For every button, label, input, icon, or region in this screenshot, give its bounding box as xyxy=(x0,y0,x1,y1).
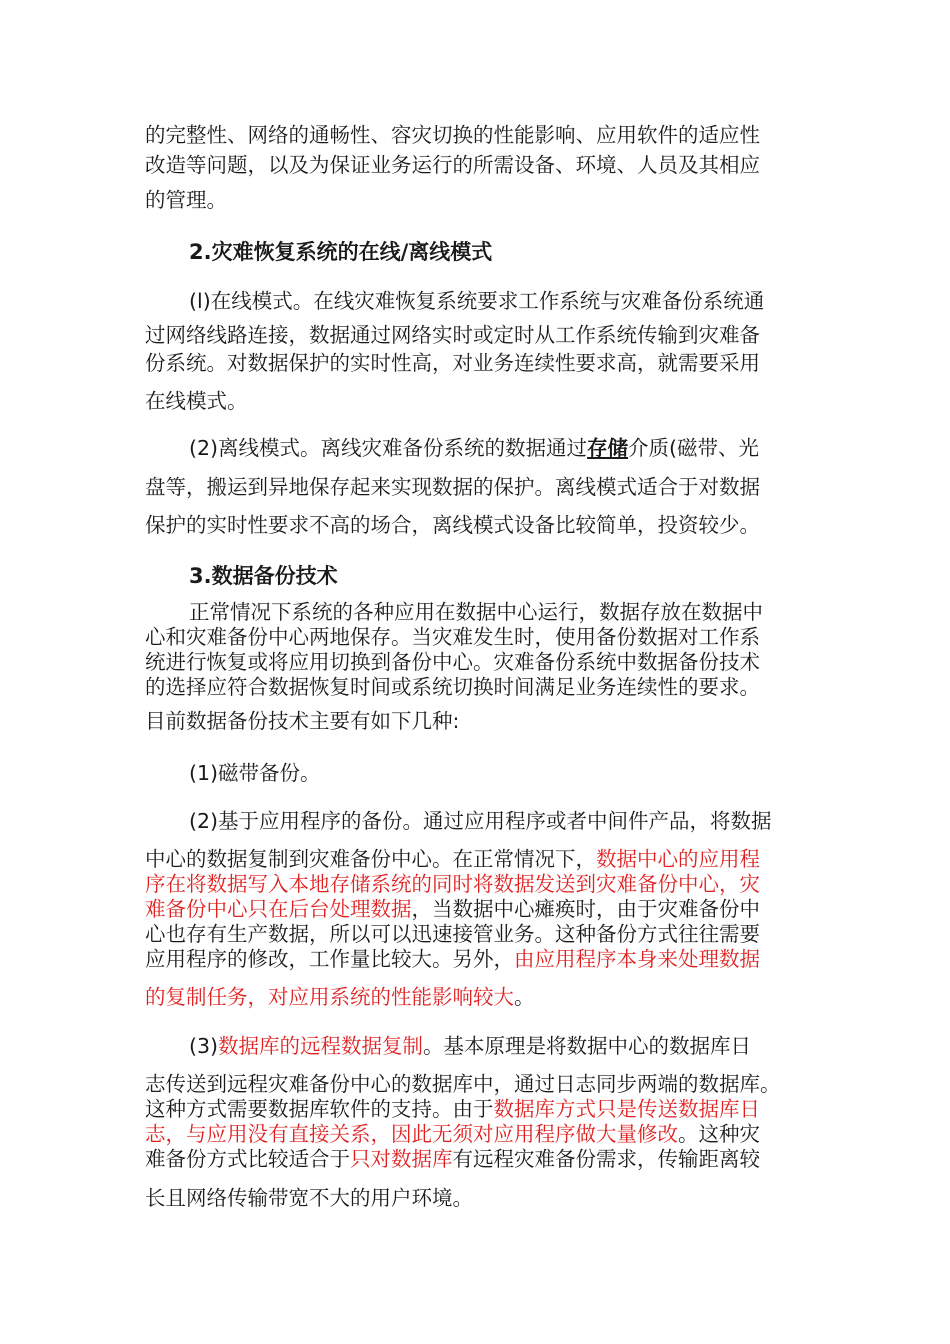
text-line xyxy=(145,512,760,538)
text-segment: 的完整性、网络的通畅性、容灾切换的性能影响、应用软件的适应性 xyxy=(145,123,760,147)
highlighted-text: 志，与应用没有直接关系，因此无须对应用程序做大量修改 xyxy=(145,1122,678,1146)
text-line xyxy=(145,846,760,872)
text-line xyxy=(145,1071,781,1097)
underlined-term: 存储 xyxy=(587,436,629,460)
text-line xyxy=(145,674,760,700)
text-line xyxy=(145,984,535,1010)
text-line xyxy=(145,871,760,897)
text-segment: 志传送到远程灾难备份中心的数据库中，通过日志同步两端的数据库。 xyxy=(145,1072,781,1096)
highlighted-text: 只对数据库 xyxy=(350,1147,453,1171)
text-segment: 的管理。 xyxy=(145,188,227,212)
text-line xyxy=(145,921,760,947)
text-line xyxy=(189,1033,751,1059)
text-segment: 3.数据备份技术 xyxy=(189,564,338,588)
highlighted-text: 数据库方式只是传送数据库日 xyxy=(493,1097,760,1121)
section-heading xyxy=(189,239,492,265)
text-segment: (2)基于应用程序的备份。通过应用程序或者中间件产品，将数据 xyxy=(189,809,772,833)
text-line xyxy=(145,474,760,500)
text-segment: 的选择应符合数据恢复时间或系统切换时间满足业务连续性的要求。 xyxy=(145,675,760,699)
text-segment: 中心的数据复制到灾难备份中心。在正常情况下， xyxy=(145,847,596,871)
text-line xyxy=(145,1096,760,1122)
text-segment: 心也存有生产数据，所以可以迅速接管业务。这种备份方式往往需要 xyxy=(145,922,760,946)
highlighted-text: 序在将数据写入本地存储系统的同时将数据发送到灾难备份中心，灾 xyxy=(145,872,760,896)
text-line xyxy=(145,708,459,734)
text-line xyxy=(145,1146,760,1172)
text-segment: (1)磁带备份。 xyxy=(189,761,321,785)
text-line xyxy=(189,808,772,834)
text-line xyxy=(145,122,760,148)
text-segment: 。基本原理是将数据中心的数据库日 xyxy=(423,1034,752,1058)
text-segment: (l)在线模式。在线灾难恢复系统要求工作系统与灾难备份系统通 xyxy=(189,289,765,313)
highlighted-text: 难备份中心只在后台处理数据 xyxy=(145,897,412,921)
text-line xyxy=(145,322,760,348)
text-segment: 应用程序的修改，工作量比较大。另外， xyxy=(145,947,514,971)
text-line xyxy=(145,1185,473,1211)
text-segment: 保护的实时性要求不高的场合，离线模式设备比较简单，投资较少。 xyxy=(145,513,760,537)
text-segment: (2)离线模式。离线灾难备份系统的数据通过 xyxy=(189,436,588,460)
text-line xyxy=(145,187,227,213)
text-segment: 介质(磁带、光 xyxy=(628,436,760,460)
highlighted-text: 数据库的远程数据复制 xyxy=(218,1034,424,1058)
highlighted-text: 数据中心的应用程 xyxy=(596,847,760,871)
text-segment: 心和灾难备份中心两地保存。当灾难发生时，使用备份数据对工作系 xyxy=(145,625,760,649)
text-segment: 长且网络传输带宽不大的用户环境。 xyxy=(145,1186,473,1210)
text-segment: 2.灾难恢复系统的在线/离线模式 xyxy=(189,240,493,264)
text-line xyxy=(145,649,760,675)
highlighted-text: 由应用程序本身来处理数据 xyxy=(514,947,760,971)
text-segment: 正常情况下系统的各种应用在数据中心运行，数据存放在数据中 xyxy=(189,600,763,624)
text-segment: 这种方式需要数据库软件的支持。由于 xyxy=(145,1097,494,1121)
text-line xyxy=(189,599,763,625)
text-segment: 有远程灾难备份需求，传输距离较 xyxy=(452,1147,760,1171)
text-line xyxy=(145,946,760,972)
section-heading xyxy=(189,563,338,589)
text-segment: 改造等问题，以及为保证业务运行的所需设备、环境、人员及其相应 xyxy=(145,153,760,177)
text-line xyxy=(145,350,760,376)
text-segment: ，当数据中心瘫痪时，由于灾难备份中 xyxy=(411,897,760,921)
text-line xyxy=(189,288,764,314)
text-segment: 在线模式。 xyxy=(145,389,248,413)
text-segment: 。 xyxy=(514,985,535,1009)
text-segment: 盘等，搬运到异地保存起来实现数据的保护。离线模式适合于对数据 xyxy=(145,475,760,499)
text-segment: 难备份方式比较适合于 xyxy=(145,1147,350,1171)
text-line xyxy=(145,624,760,650)
text-line xyxy=(145,1121,760,1147)
text-segment: 份系统。对数据保护的实时性高，对业务连续性要求高，就需要采用 xyxy=(145,351,760,375)
text-segment: 目前数据备份技术主要有如下几种: xyxy=(145,709,460,733)
text-line xyxy=(145,152,760,178)
text-segment: 过网络线路连接，数据通过网络实时或定时从工作系统传输到灾难备 xyxy=(145,323,760,347)
highlighted-text: 的复制任务，对应用系统的性能影响较大 xyxy=(145,985,514,1009)
text-line xyxy=(145,896,760,922)
text-segment: (3) xyxy=(189,1034,219,1058)
text-line xyxy=(189,760,321,786)
text-segment: 统进行恢复或将应用切换到备份中心。灾难备份系统中数据备份技术 xyxy=(145,650,760,674)
text-segment: 。这种灾 xyxy=(678,1122,760,1146)
text-line xyxy=(189,435,759,461)
text-line xyxy=(145,388,248,414)
